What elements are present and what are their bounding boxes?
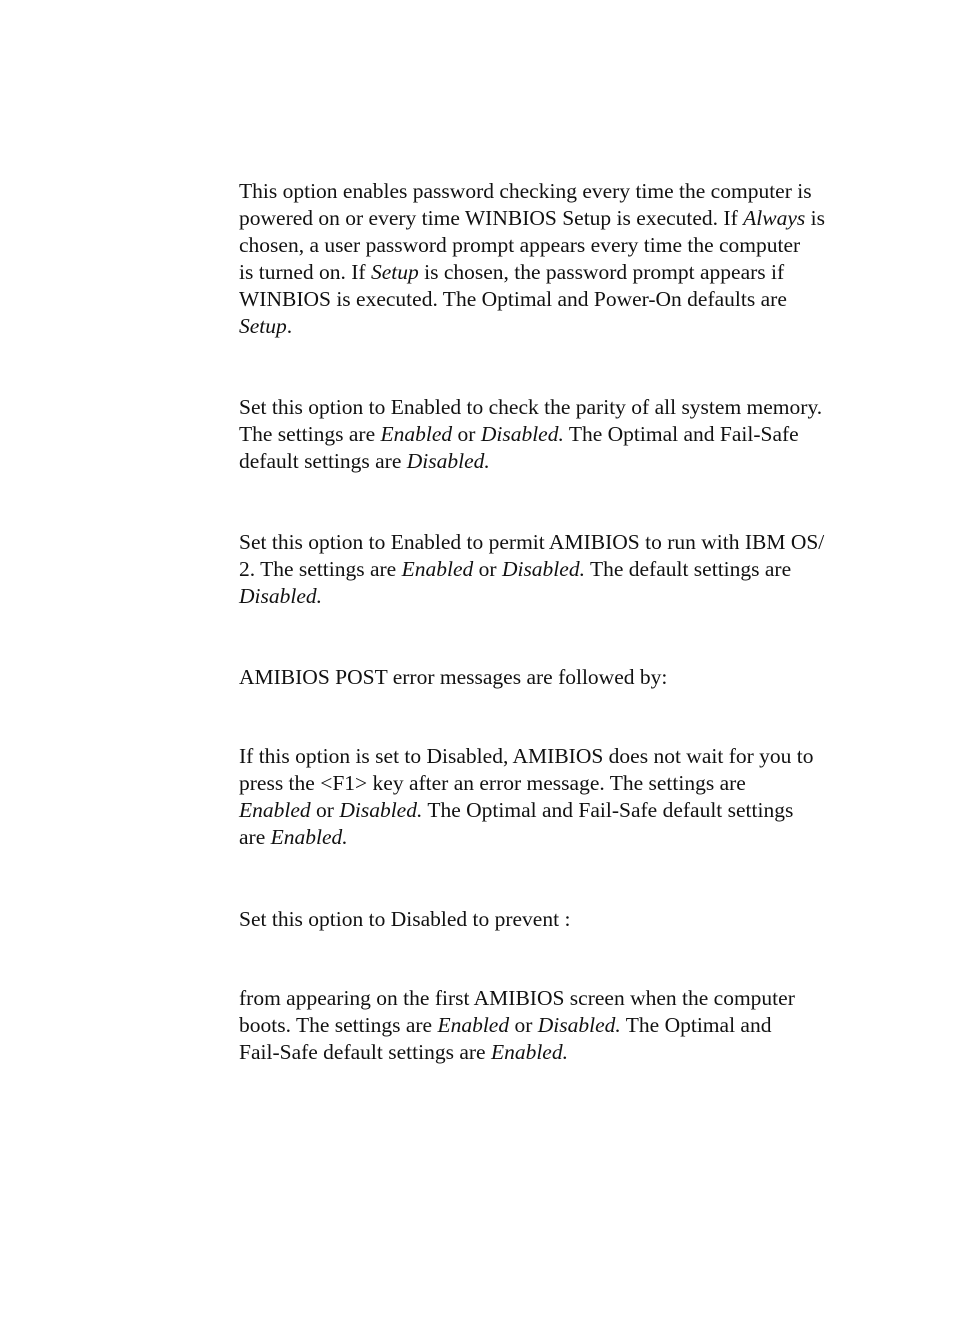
- italic-term: Disabled.: [501, 557, 585, 581]
- text-segment: are: [239, 825, 271, 849]
- italic-term: Setup: [370, 260, 419, 284]
- text-segment: press the <F1> key after an error message. The settings are: [239, 771, 746, 795]
- text-line: [239, 448, 859, 475]
- text-line: [239, 178, 859, 205]
- text-line: [239, 232, 859, 259]
- text-segment: or: [310, 798, 340, 822]
- text-segment: is turned on. If: [239, 260, 371, 284]
- text-segment: The Optimal and: [620, 1013, 772, 1037]
- from-appearing-paragraph: [239, 985, 859, 1066]
- text-segment: chosen, a user password prompt appears every time the computer: [239, 233, 801, 257]
- text-segment: AMIBIOS POST error messages are followed by:: [239, 665, 668, 689]
- text-segment: is chosen, the password prompt appears if: [418, 260, 785, 284]
- italic-term: Disabled.: [406, 449, 490, 473]
- text-segment: The default settings are: [584, 557, 792, 581]
- text-line: [239, 1012, 859, 1039]
- italic-term: Disabled.: [339, 798, 423, 822]
- text-line: [239, 394, 859, 421]
- text-segment: powered on or every time WINBIOS Setup is executed. If: [239, 206, 744, 230]
- italic-term: Setup: [239, 314, 287, 338]
- text-segment: If this option is set to Disabled, AMIBIOS does not wait for you to: [239, 744, 814, 768]
- text-line: [239, 824, 859, 851]
- italic-term: Enabled: [437, 1013, 510, 1037]
- text-line: [239, 529, 859, 556]
- italic-term: Disabled.: [239, 584, 323, 608]
- text-line: [239, 770, 859, 797]
- text-line: [239, 1039, 859, 1066]
- text-line: [239, 797, 859, 824]
- text-segment: Set this option to Enabled to check the parity of all system memory.: [239, 395, 823, 419]
- text-segment: boots. The settings are: [239, 1013, 438, 1037]
- text-line: [239, 664, 859, 691]
- text-segment: or: [509, 1013, 538, 1037]
- prevent-paragraph: [239, 906, 859, 933]
- text-segment: is: [805, 206, 825, 230]
- italic-term: Disabled.: [480, 422, 564, 446]
- text-line: [239, 906, 859, 933]
- italic-term: Enabled.: [270, 825, 348, 849]
- italic-term: Enabled.: [490, 1040, 568, 1064]
- text-segment: or: [473, 557, 502, 581]
- password-check-paragraph: [239, 178, 859, 340]
- text-line: [239, 743, 859, 770]
- text-segment: This option enables password checking every time the computer is: [239, 179, 812, 203]
- text-line: [239, 205, 859, 232]
- text-line: [239, 421, 859, 448]
- text-segment: default settings are: [239, 449, 407, 473]
- text-line: [239, 985, 859, 1012]
- os2-compat-paragraph: [239, 529, 859, 610]
- text-segment: The settings are: [239, 422, 381, 446]
- text-segment: WINBIOS is executed. The Optimal and Power-On defaults are: [239, 287, 787, 311]
- text-line: [239, 313, 859, 340]
- italic-term: Enabled: [401, 557, 474, 581]
- text-line: [239, 583, 859, 610]
- wait-f1-paragraph: [239, 743, 859, 851]
- text-segment: Set this option to Disabled to prevent :: [239, 907, 571, 931]
- text-segment: .: [286, 314, 293, 338]
- post-errors-paragraph: [239, 664, 859, 691]
- text-segment: Set this option to Enabled to permit AMIBIOS to run with IBM OS/: [239, 530, 825, 554]
- italic-term: Enabled: [239, 798, 311, 822]
- italic-term: Disabled.: [537, 1013, 621, 1037]
- text-segment: Fail-Safe default settings are: [239, 1040, 491, 1064]
- text-segment: or: [452, 422, 481, 446]
- parity-check-paragraph: [239, 394, 859, 475]
- text-line: [239, 556, 859, 583]
- text-segment: The Optimal and Fail-Safe: [563, 422, 799, 446]
- text-segment: from appearing on the first AMIBIOS screen when the computer: [239, 986, 795, 1010]
- text-line: [239, 286, 859, 313]
- text-line: [239, 259, 859, 286]
- italic-term: Enabled: [380, 422, 453, 446]
- italic-term: Always: [743, 206, 806, 230]
- text-segment: The Optimal and Fail-Safe default settings: [422, 798, 794, 822]
- text-segment: 2. The settings are: [239, 557, 402, 581]
